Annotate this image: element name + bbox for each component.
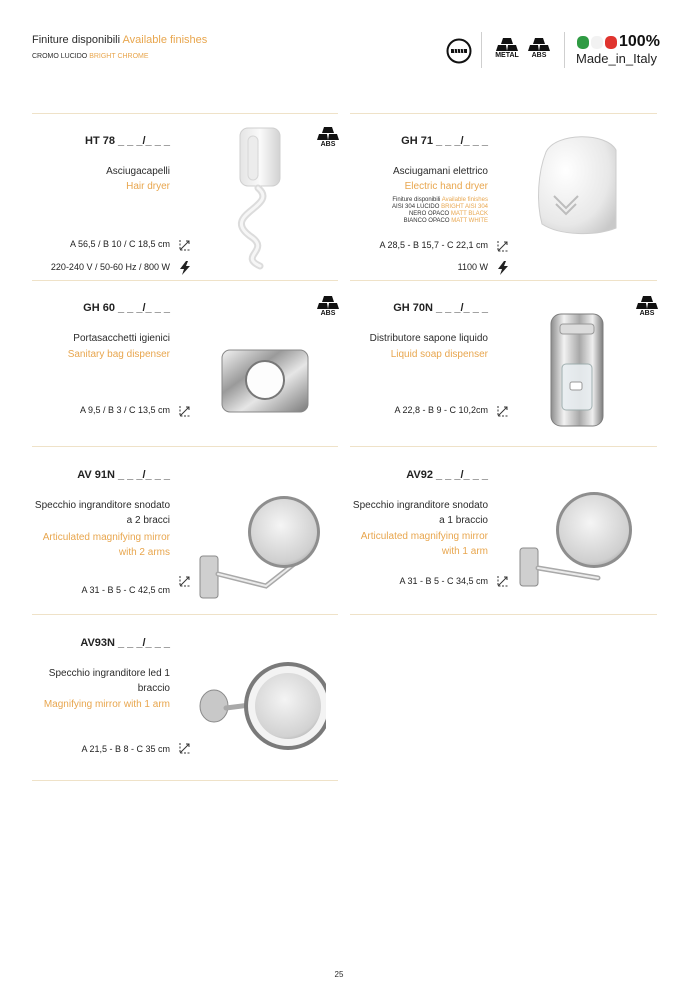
dimensions-icon <box>496 404 510 418</box>
product-code: AV 91N _ _ _/_ _ _ <box>77 469 170 481</box>
finish-chrome-en: BRIGHT CHROME <box>89 53 149 60</box>
ingot-icon <box>528 38 550 52</box>
product-code: GH 60 _ _ _/_ _ _ <box>83 302 170 314</box>
product-name-en-line: Articulated magnifying mirror <box>42 532 170 543</box>
product-name-en-line: with 1 arm <box>441 546 488 557</box>
abs-badge-label: ABS <box>639 310 655 317</box>
product-code: GH 71 _ _ _/_ _ _ <box>401 135 488 147</box>
product-dimensions: A 56,5 / B 10 / C 18,5 cm <box>69 239 170 249</box>
italian-flag-icon <box>577 36 617 49</box>
abs-badge <box>315 296 341 320</box>
made-in-italy-label: Made_in_Italy <box>576 51 657 66</box>
product-code: GH 70N _ _ _/_ _ _ <box>393 302 488 314</box>
ingot-icon <box>636 296 658 310</box>
product-name-it-line: Specchio ingranditore snodato <box>34 500 170 511</box>
wall-screw-icon <box>446 38 472 64</box>
product-name-it-line: a 1 braccio <box>439 515 488 526</box>
product-dimensions: A 9,5 / B 3 / C 13,5 cm <box>79 405 170 415</box>
product-name-it: Distributore sapone liquido <box>369 333 488 344</box>
product-dimensions: A 31 - B 5 - C 42,5 cm <box>81 585 170 595</box>
product-dimensions: A 22,8 - B 9 - C 10,2cm <box>394 405 488 415</box>
section-divider <box>32 614 338 615</box>
metal-badge-label: METAL <box>495 52 519 59</box>
mirror-1-arm-image <box>518 492 638 592</box>
abs-badge-label: ABS <box>320 141 336 148</box>
finish-row: BIANCO OPACO MATT WHITE <box>403 218 488 224</box>
product-name-en: Hair dryer <box>126 181 170 192</box>
product-code: AV92 _ _ _/_ _ _ <box>406 469 488 481</box>
product-name-it <box>49 666 170 696</box>
product-power: 220-240 V / 50-60 Hz / 800 W <box>50 262 170 272</box>
dimensions-icon <box>496 239 510 253</box>
finish-row: AISI 304 LUCIDO BRIGHT AISI 304 <box>392 204 488 210</box>
finishes-heading <box>32 34 207 46</box>
page-number: 25 <box>334 970 344 979</box>
header-divider <box>564 32 565 68</box>
section-divider <box>32 280 338 281</box>
product-name-en: Sanitary bag dispenser <box>67 349 170 360</box>
metal-badge <box>494 38 520 62</box>
finish-row: NERO OPACO MATT BLACK <box>408 211 488 217</box>
product-name-it: Asciugamani elettrico <box>392 166 488 177</box>
product-name-it-line: Specchio ingranditore led 1 <box>48 668 170 679</box>
lightning-icon <box>179 261 191 275</box>
hand-dryer-image <box>536 132 618 236</box>
section-divider <box>32 446 338 447</box>
product-name-it: Asciugacapelli <box>106 166 170 177</box>
product-name-it <box>35 498 170 528</box>
soap-dispenser-image <box>548 312 606 428</box>
abs-badge-label: ABS <box>320 310 336 317</box>
product-name-it: Portasacchetti igienici <box>73 333 170 344</box>
section-divider <box>350 280 657 281</box>
abs-badge <box>634 296 660 320</box>
mirror-2-arms-image <box>198 494 324 604</box>
finishes-list <box>392 197 488 225</box>
section-divider <box>350 446 657 447</box>
product-name-en <box>361 529 488 559</box>
ingot-icon <box>317 127 339 141</box>
dimensions-icon <box>178 238 192 252</box>
product-name-it-line: Specchio ingranditore snodato <box>352 500 488 511</box>
lightning-icon <box>497 261 509 275</box>
product-dimensions: A 28,5 - B 15,7 - C 22,1 cm <box>379 240 488 250</box>
product-name-it <box>353 498 488 528</box>
finishes-label-it: Finiture disponibili <box>32 34 121 46</box>
led-mirror-image <box>198 660 326 752</box>
section-divider <box>32 113 338 114</box>
product-dimensions: A 21,5 - B 8 - C 35 cm <box>81 744 170 754</box>
product-name-en: Electric hand dryer <box>404 181 488 192</box>
product-name-en-line: Magnifying mirror with 1 arm <box>43 699 170 710</box>
dimensions-icon <box>178 404 192 418</box>
finishes-label-en: Available finishes <box>122 34 208 46</box>
abs-badge <box>526 38 552 62</box>
product-code: AV93N _ _ _/_ _ _ <box>80 637 170 649</box>
product-name-en <box>44 697 170 712</box>
hair-dryer-image <box>220 126 292 272</box>
product-name-en-line: with 2 arms <box>118 547 170 558</box>
product-name-it-line: a 2 bracci <box>126 515 170 526</box>
dimensions-icon <box>178 741 192 755</box>
ingot-icon <box>496 38 518 52</box>
made-in-italy-percent: 100% <box>619 33 660 50</box>
header-divider <box>481 32 482 68</box>
product-name-en <box>43 530 170 560</box>
product-code: HT 78 _ _ _/_ _ _ <box>85 135 170 147</box>
finish-row: Finiture disponibili Available finishes <box>392 197 488 203</box>
section-divider <box>350 614 657 615</box>
finish-chrome <box>32 53 149 60</box>
product-dimensions: A 31 - B 5 - C 34,5 cm <box>399 576 488 586</box>
product-name-it-line: braccio <box>137 683 170 694</box>
product-power: 1100 W <box>457 262 488 272</box>
section-divider <box>350 113 657 114</box>
bag-dispenser-image <box>220 346 310 416</box>
abs-badge-label: ABS <box>531 52 547 59</box>
finish-chrome-it: CROMO LUCIDO <box>32 53 88 60</box>
dimensions-icon <box>496 574 510 588</box>
section-divider <box>32 780 338 781</box>
abs-badge <box>315 127 341 151</box>
ingot-icon <box>317 296 339 310</box>
dimensions-icon <box>178 574 192 588</box>
product-name-en: Liquid soap dispenser <box>390 349 488 360</box>
product-name-en-line: Articulated magnifying mirror <box>360 531 488 542</box>
